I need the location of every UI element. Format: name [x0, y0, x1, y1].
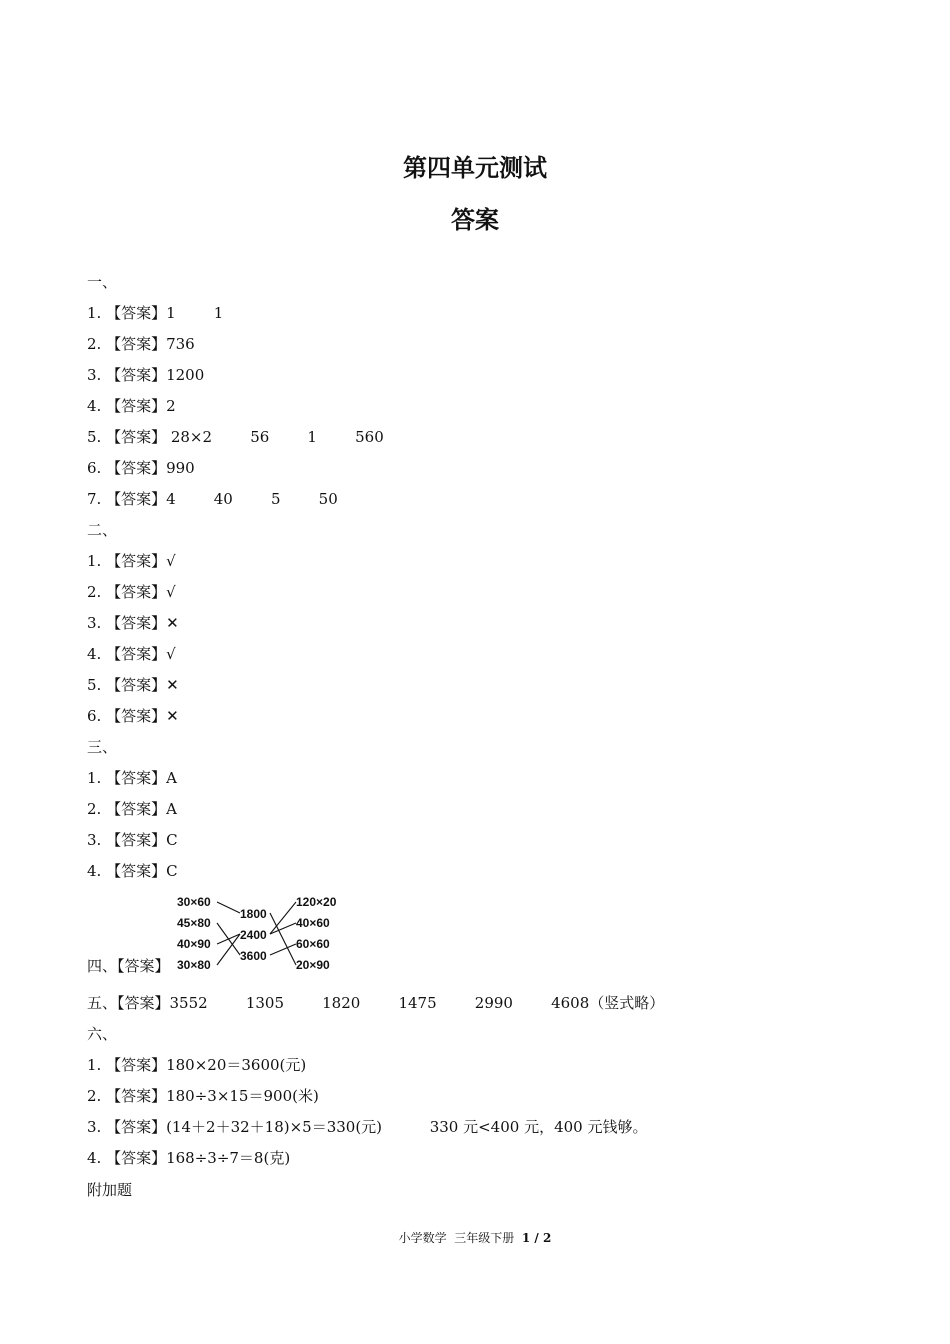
matching-right-item: 40×60 [296, 916, 330, 930]
section-4-label: 四、【答案】 [87, 957, 170, 975]
matching-left-item: 40×90 [177, 937, 211, 951]
matching-line [270, 913, 296, 965]
page-number: 1 / 2 [521, 1231, 552, 1245]
answer-line: 5. 【答案】✕ [87, 676, 179, 694]
matching-right-item: 60×60 [296, 937, 330, 951]
matching-left-item: 45×80 [177, 916, 211, 930]
answer-line: 6. 【答案】990 [87, 459, 195, 477]
matching-left-item: 30×60 [177, 895, 211, 909]
matching-right-item: 20×90 [296, 958, 330, 972]
answer-line: 6. 【答案】✕ [87, 707, 179, 725]
page-subtitle: 答案 [451, 206, 499, 234]
matching-left-item: 30×80 [177, 958, 211, 972]
matching-line [270, 944, 296, 955]
answer-line: 4. 【答案】168÷3÷7＝8(克) [87, 1149, 291, 1167]
matching-middle-item: 2400 [240, 928, 267, 942]
answer-line: 3. 【答案】✕ [87, 614, 179, 632]
answer-line: 4. 【答案】2 [87, 397, 176, 415]
answer-line: 3. 【答案】(14＋2＋32＋18)×5＝330(元) 330 元<400 元，400 元钱够。 [87, 1118, 648, 1136]
matching-line [217, 902, 240, 913]
matching-right-item: 120×20 [296, 895, 337, 909]
answer-line: 附加题 [87, 1181, 133, 1199]
matching-diagram [172, 892, 352, 976]
footer-subject: 小学数学 三年级下册 [398, 1231, 522, 1245]
answer-line: 1. 【答案】180×20＝3600(元) [87, 1056, 307, 1074]
answer-line: 3. 【答案】1200 [87, 366, 205, 384]
page-title: 第四单元测试 [403, 154, 547, 182]
answer-line: 5. 【答案】 28×2 56 1 560 [87, 428, 384, 446]
matching-middle-item: 1800 [240, 907, 267, 921]
answer-line: 4. 【答案】√ [87, 645, 176, 663]
answer-line: 二、 [87, 521, 118, 539]
page-footer [0, 1229, 950, 1246]
answer-line: 7. 【答案】4 40 5 50 [87, 490, 338, 508]
answer-line: 1. 【答案】√ [87, 552, 176, 570]
answer-line: 1. 【答案】A [87, 769, 177, 787]
matching-line [270, 902, 296, 934]
answer-line: 六、 [87, 1025, 118, 1043]
answer-line: 4. 【答案】C [87, 862, 178, 880]
answer-line: 3. 【答案】C [87, 831, 178, 849]
answer-line: 三、 [87, 738, 118, 756]
answer-line: 2. 【答案】A [87, 800, 177, 818]
answer-line: 2. 【答案】√ [87, 583, 176, 601]
answer-line: 2. 【答案】736 [87, 335, 195, 353]
answer-line: 1. 【答案】1 1 [87, 304, 224, 322]
answer-line: 一、 [87, 273, 118, 291]
matching-middle-item: 3600 [240, 949, 267, 963]
section-5-answer: 五、【答案】3552 1305 1820 1475 2990 4608（竖式略） [87, 994, 665, 1012]
answer-line: 2. 【答案】180÷3×15＝900(米) [87, 1087, 319, 1105]
